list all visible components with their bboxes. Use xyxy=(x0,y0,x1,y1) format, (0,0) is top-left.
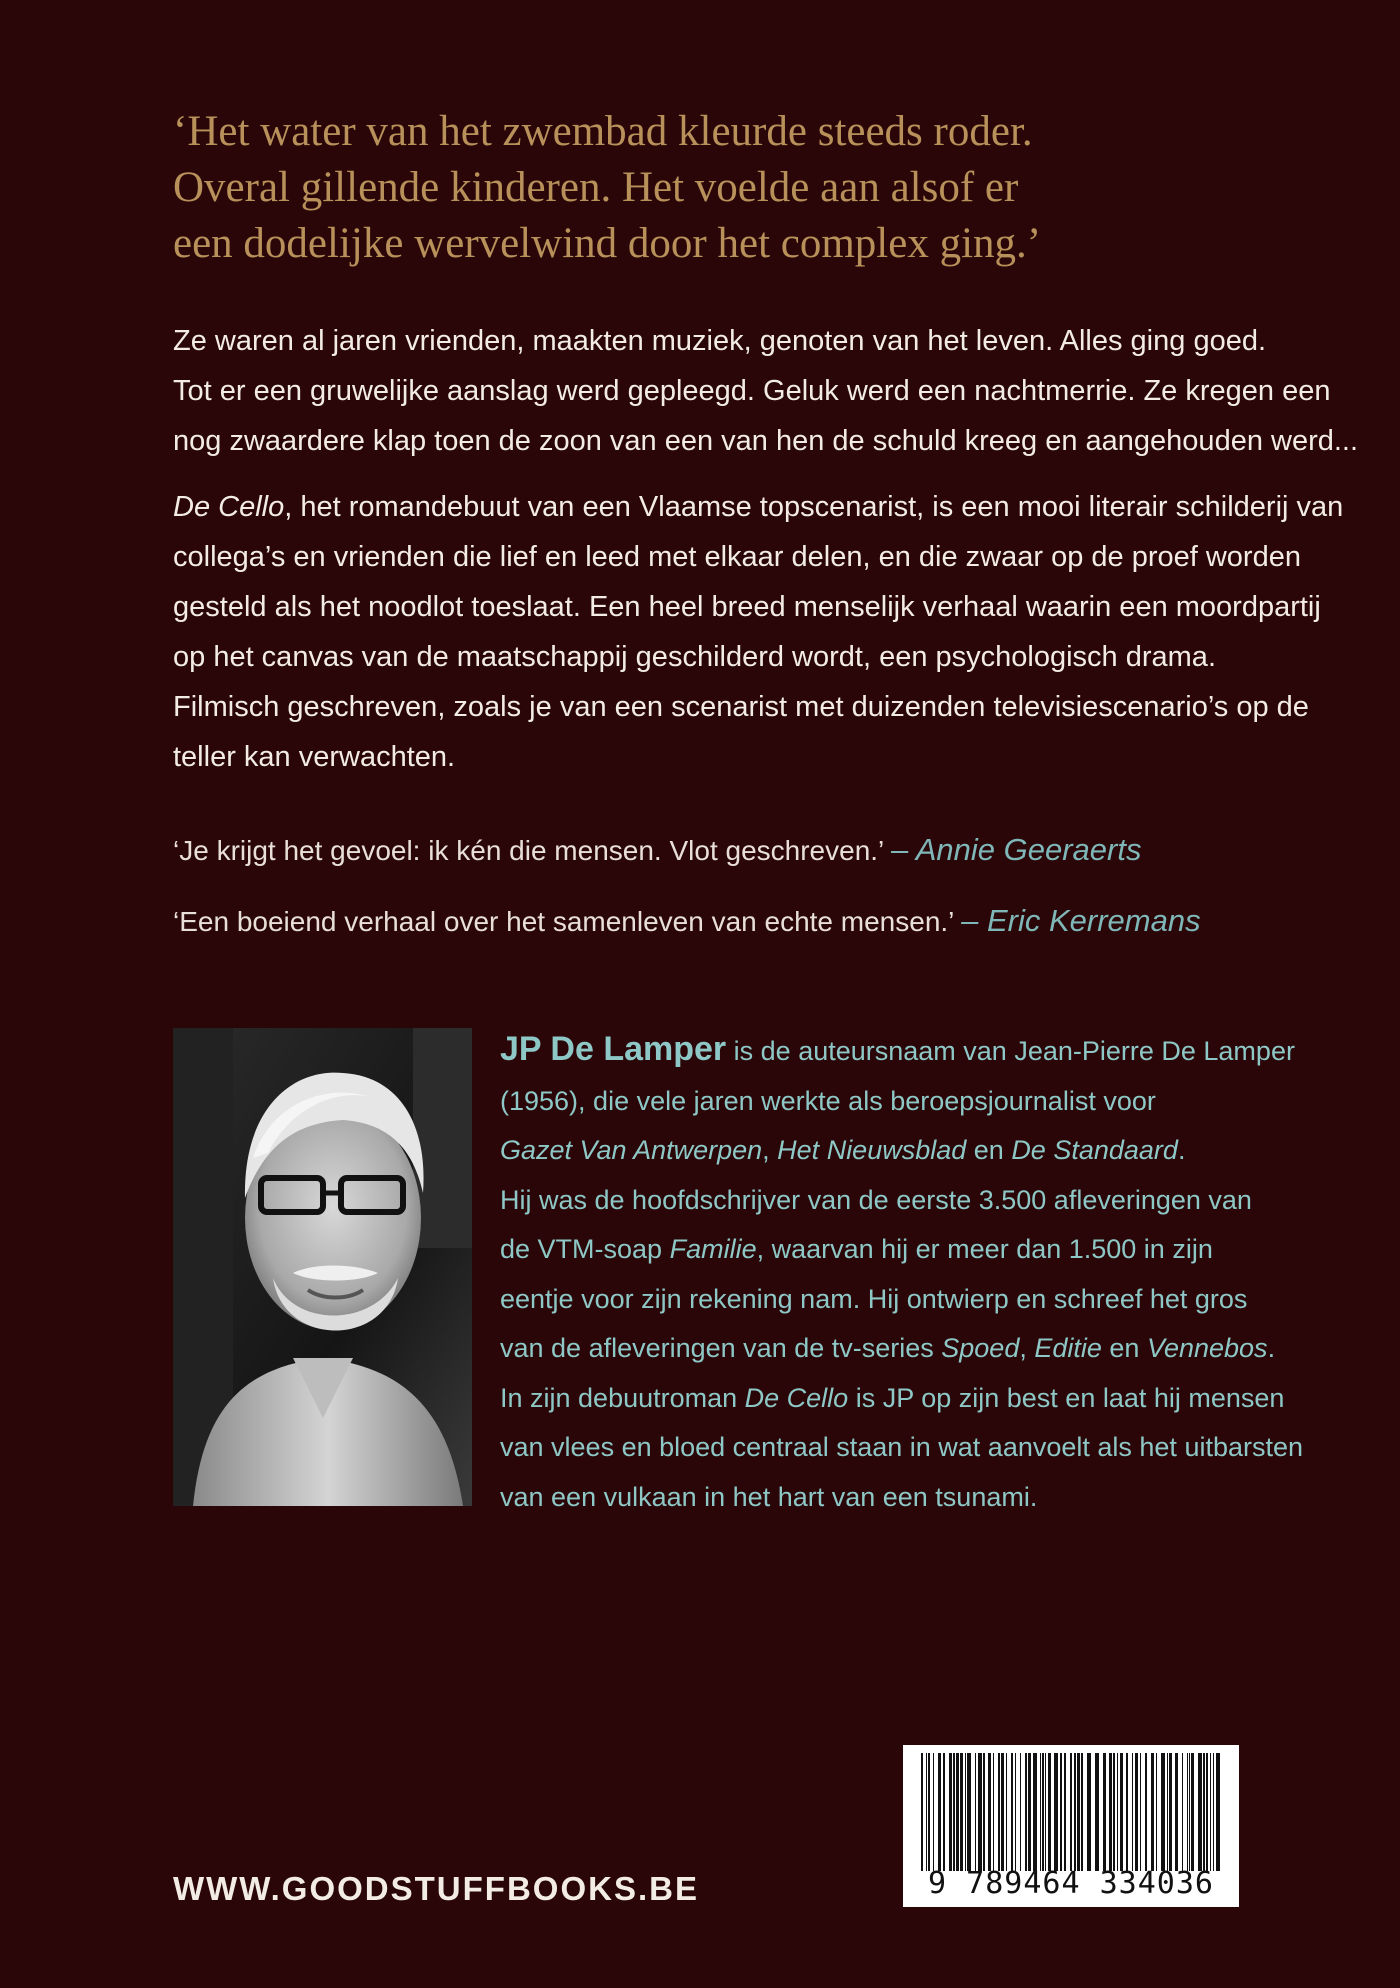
barcode-bar xyxy=(949,1753,952,1871)
blurb-line: Tot er een gruwelijke aanslag werd gepleegd. Geluk werd een nachtmerrie. Ze kregen een xyxy=(173,375,1331,407)
blurb-line: Ze waren al jaren vrienden, maakten muziek, genoten van het leven. Alles ging goed. xyxy=(173,325,1267,357)
barcode-bar xyxy=(1167,1753,1168,1871)
blurb-line: Filmisch geschreven, zoals je van een scenarist met duizenden televisiescenario’s op de xyxy=(173,691,1309,723)
barcode-bar xyxy=(943,1753,945,1871)
bio-line: (1956), die vele jaren werkte als beroepsjournalist voor xyxy=(500,1085,1156,1116)
barcode-bar xyxy=(993,1753,994,1871)
barcode-bar xyxy=(1087,1753,1091,1871)
barcode-bar xyxy=(1048,1753,1051,1871)
barcode-bar xyxy=(1169,1753,1172,1871)
barcode-bar xyxy=(1156,1753,1157,1871)
barcode-bar xyxy=(1109,1753,1112,1871)
publisher-website: WWW.GOODSTUFFBOOKS.BE xyxy=(173,1870,699,1907)
bio-text: de VTM-soap xyxy=(500,1234,670,1264)
barcode-bar xyxy=(1015,1753,1016,1871)
series-title: Editie xyxy=(1034,1333,1102,1363)
bio-line: Hij was de hoofdschrijver van de eerste 3.500 afleveringen van xyxy=(500,1184,1252,1215)
pull-quote-line: ‘Het water van het zwembad kleurde steeds roder. xyxy=(173,108,1033,155)
review-critic: – Eric Kerremans xyxy=(961,903,1201,938)
author-photo xyxy=(173,1028,472,1506)
bio-line xyxy=(500,1126,1300,1176)
barcode-bar xyxy=(1206,1753,1208,1871)
barcode-bar xyxy=(1216,1753,1220,1871)
barcode-bar xyxy=(998,1753,1000,1871)
bio-line: van vlees en bloed centraal staan in wat aanvoelt als het uitbarsten xyxy=(500,1432,1304,1462)
bio-text: en xyxy=(1101,1333,1147,1363)
barcode-bar xyxy=(983,1753,985,1871)
barcode-bar xyxy=(1117,1753,1118,1871)
blurb-text: , het romandebuut van een Vlaamse topscenarist, is een mooi literair schilderij van xyxy=(284,491,1344,523)
barcode-bar xyxy=(965,1753,966,1871)
blurb-line: nog zwaardere klap toen de zoon van een van hen de schuld kreeg en aangehouden werd... xyxy=(173,425,1359,457)
barcode-bar xyxy=(1182,1753,1183,1871)
review-text: ‘Een boeiend verhaal over het samenleven van echte mensen.’ xyxy=(173,906,954,937)
barcode-bar xyxy=(933,1753,934,1871)
barcode-bar xyxy=(1081,1753,1083,1871)
barcode-bar xyxy=(921,1753,923,1871)
barcode-bar xyxy=(1095,1753,1099,1871)
bio-line: eentje voor zijn rekening nam. Hij ontwierp en schreef het gros xyxy=(500,1283,1248,1314)
blurb-line: teller kan verwachten. xyxy=(173,741,456,773)
barcode-bar xyxy=(1189,1753,1190,1871)
barcode-bar xyxy=(1070,1753,1072,1871)
barcode-bar xyxy=(975,1753,976,1871)
bio-text: en xyxy=(966,1135,1012,1165)
barcode-bar xyxy=(1213,1753,1214,1871)
blurb-paragraph-1 xyxy=(173,316,1359,466)
barcode-bar xyxy=(978,1753,982,1871)
isbn-barcode xyxy=(903,1745,1239,1907)
bio-line xyxy=(500,1324,1300,1374)
barcode-bar xyxy=(1045,1753,1046,1871)
blurb-line: collega’s en vrienden die lief en leed met elkaar delen, en die zwaar op de proef worden xyxy=(173,541,1301,573)
bio-text: is JP op zijn best en laat hij mensen xyxy=(848,1382,1285,1413)
isbn-digits: 9 789464 334036 xyxy=(928,1866,1214,1901)
barcode-bar xyxy=(1210,1753,1211,1871)
review-text: ‘Je krijgt het gevoel: ik kén die mensen. Vlot geschreven.’ xyxy=(173,835,884,866)
barcode-bar xyxy=(926,1753,927,1871)
barcode-bar xyxy=(1064,1753,1066,1871)
author-bio xyxy=(500,1025,1304,1522)
barcode-bar xyxy=(967,1753,971,1871)
barcode-bar xyxy=(1187,1753,1188,1871)
barcode-bar xyxy=(1198,1753,1202,1871)
barcode-bar xyxy=(1011,1753,1013,1871)
barcode-bar xyxy=(1077,1753,1080,1871)
barcode-bar xyxy=(1042,1753,1044,1871)
barcode-bar xyxy=(1006,1753,1007,1871)
barcode-bar xyxy=(1074,1753,1076,1871)
book-title: De Cello xyxy=(744,1382,849,1413)
barcode-bar xyxy=(1175,1753,1178,1871)
barcode-bar xyxy=(1028,1753,1031,1871)
review-2 xyxy=(173,901,1201,942)
barcode-bar xyxy=(1145,1753,1147,1871)
barcode-bar xyxy=(1040,1753,1041,1871)
review-1 xyxy=(173,830,1141,871)
bio-text: In zijn debuutroman xyxy=(500,1382,745,1413)
blurb-paragraph-2 xyxy=(173,482,1344,782)
pull-quote-line: een dodelijke wervelwind door het complex ging.’ xyxy=(173,220,1042,267)
barcode-bar xyxy=(956,1753,959,1871)
barcode-bar xyxy=(1060,1753,1062,1871)
series-title: Vennebos xyxy=(1146,1333,1268,1363)
barcode-bar xyxy=(1132,1753,1133,1871)
barcode-bar xyxy=(1025,1753,1027,1871)
bio-text: is de auteursnaam van Jean-Pierre De Lamper xyxy=(726,1036,1295,1066)
newspaper-title: Het Nieuwsblad xyxy=(777,1135,967,1165)
newspaper-title: De Standaard xyxy=(1011,1135,1178,1165)
bio-text: . xyxy=(1267,1333,1276,1363)
author-name: JP De Lamper xyxy=(500,1030,727,1068)
barcode-bar xyxy=(1151,1753,1154,1871)
barcode-bar xyxy=(1140,1753,1141,1871)
review-critic: – Annie Geeraerts xyxy=(891,832,1142,867)
pull-quote-line: Overal gillende kinderen. Het voelde aan alsof er xyxy=(173,164,1019,211)
blurb-line: op het canvas van de maatschappij geschilderd wordt, een psychologisch drama. xyxy=(173,641,1216,673)
barcode-bar xyxy=(960,1753,963,1871)
barcode-bar xyxy=(1113,1753,1115,1871)
barcode-bar xyxy=(938,1753,941,1871)
bio-line xyxy=(500,1374,1300,1424)
bio-line: van een vulkaan in het hart van een tsunami. xyxy=(500,1481,1038,1512)
bio-text: , waarvan hij er meer dan 1.500 in zijn xyxy=(756,1234,1213,1264)
barcode-bar xyxy=(1001,1753,1004,1871)
barcode-bar xyxy=(1191,1753,1194,1871)
author-portrait-icon xyxy=(173,1028,472,1506)
barcode-bar xyxy=(1054,1753,1058,1871)
bio-text: van de afleveringen van de tv-series xyxy=(500,1333,942,1363)
barcode-bars-icon xyxy=(903,1753,1239,1873)
pull-quote xyxy=(173,104,1273,272)
barcode-bar xyxy=(1203,1753,1205,1871)
barcode-bar xyxy=(1126,1753,1128,1871)
blurb-line: gesteld als het noodlot toeslaat. Een heel breed menselijk verhaal waarin een moordpartij xyxy=(173,591,1321,623)
barcode-bar xyxy=(1161,1753,1165,1871)
bio-text: . xyxy=(1177,1135,1186,1165)
barcode-bar xyxy=(928,1753,930,1871)
book-title: De Cello xyxy=(173,491,285,523)
bio-line xyxy=(500,1225,1300,1275)
barcode-bar xyxy=(988,1753,991,1871)
barcode-bar xyxy=(1020,1753,1021,1871)
bio-line xyxy=(500,1025,1300,1077)
series-title: Familie xyxy=(669,1234,757,1264)
barcode-bar xyxy=(953,1753,955,1871)
series-title: Spoed xyxy=(941,1333,1020,1363)
barcode-bar xyxy=(1135,1753,1138,1871)
barcode-bar xyxy=(1033,1753,1037,1871)
bio-text: , xyxy=(762,1135,778,1165)
blurb-line xyxy=(173,482,1344,532)
bio-text: , xyxy=(1019,1333,1035,1363)
barcode-bar xyxy=(1103,1753,1106,1871)
newspaper-title: Gazet Van Antwerpen xyxy=(500,1135,763,1165)
barcode-bar xyxy=(1120,1753,1123,1871)
